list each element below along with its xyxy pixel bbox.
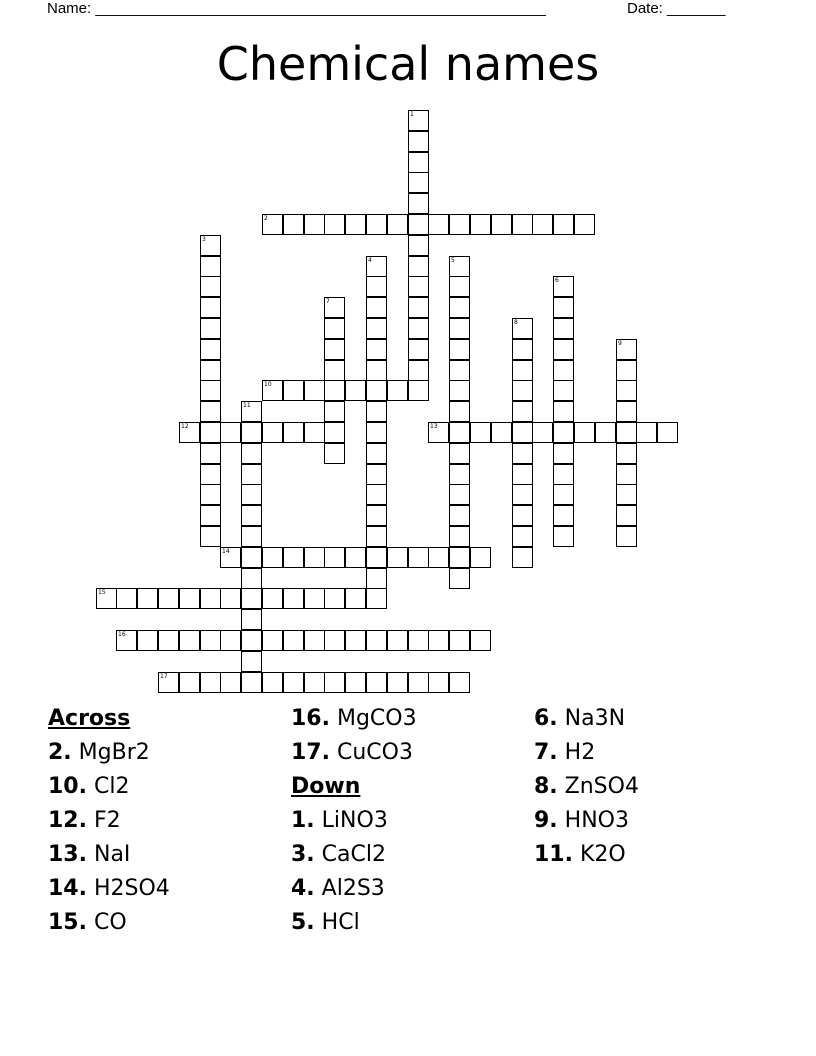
grid-cell[interactable] bbox=[408, 193, 429, 214]
grid-cell[interactable] bbox=[449, 547, 470, 568]
grid-cell[interactable] bbox=[262, 214, 283, 235]
grid-cell[interactable] bbox=[366, 443, 387, 464]
grid-cell[interactable] bbox=[262, 422, 283, 443]
grid-cell[interactable] bbox=[512, 339, 533, 360]
grid-cell[interactable] bbox=[241, 630, 262, 651]
grid-cell[interactable] bbox=[241, 672, 262, 693]
grid-cell[interactable] bbox=[553, 339, 574, 360]
grid-cell[interactable] bbox=[241, 422, 262, 443]
grid-cell[interactable] bbox=[366, 464, 387, 485]
grid-cell[interactable] bbox=[366, 672, 387, 693]
grid-cell[interactable] bbox=[366, 256, 387, 277]
grid-cell[interactable] bbox=[324, 443, 345, 464]
grid-cell[interactable] bbox=[512, 484, 533, 505]
grid-cell[interactable] bbox=[241, 568, 262, 589]
page-title: Chemical names bbox=[216, 37, 600, 91]
grid-cell[interactable] bbox=[324, 672, 345, 693]
grid-cell[interactable] bbox=[324, 360, 345, 381]
grid-cell[interactable] bbox=[512, 547, 533, 568]
cell-number: 14 bbox=[222, 548, 230, 555]
grid-cell[interactable] bbox=[241, 464, 262, 485]
grid-cell[interactable] bbox=[616, 360, 637, 381]
grid-cell[interactable] bbox=[470, 547, 491, 568]
grid-cell[interactable] bbox=[553, 505, 574, 526]
grid-cell[interactable] bbox=[449, 401, 470, 422]
clue-across-16: 16. MgCO3 bbox=[291, 706, 417, 731]
grid-cell[interactable] bbox=[345, 380, 366, 401]
cell-number: 9 bbox=[618, 340, 622, 347]
down-heading: Down bbox=[291, 774, 361, 799]
grid-cell[interactable] bbox=[449, 526, 470, 547]
grid-cell[interactable] bbox=[616, 443, 637, 464]
grid-cell[interactable] bbox=[366, 568, 387, 589]
grid-cell[interactable] bbox=[158, 672, 179, 693]
grid-cell[interactable] bbox=[428, 422, 449, 443]
grid-cell[interactable] bbox=[345, 630, 366, 651]
grid-cell[interactable] bbox=[220, 672, 241, 693]
grid-cell[interactable] bbox=[241, 484, 262, 505]
grid-cell[interactable] bbox=[366, 318, 387, 339]
grid-cell[interactable] bbox=[241, 651, 262, 672]
grid-cell[interactable] bbox=[324, 422, 345, 443]
grid-cell[interactable] bbox=[366, 505, 387, 526]
grid-cell[interactable] bbox=[449, 443, 470, 464]
grid-cell[interactable] bbox=[553, 422, 574, 443]
grid-cell[interactable] bbox=[304, 214, 325, 235]
grid-cell[interactable] bbox=[491, 422, 512, 443]
grid-cell[interactable] bbox=[262, 588, 283, 609]
clue-column-2 bbox=[291, 702, 531, 940]
grid-cell[interactable] bbox=[283, 422, 304, 443]
grid-cell[interactable] bbox=[387, 214, 408, 235]
grid-cell[interactable] bbox=[200, 339, 221, 360]
grid-cell[interactable] bbox=[387, 547, 408, 568]
grid-cell[interactable] bbox=[200, 484, 221, 505]
grid-cell[interactable] bbox=[553, 276, 574, 297]
grid-cell[interactable] bbox=[283, 214, 304, 235]
grid-cell[interactable] bbox=[324, 297, 345, 318]
grid-cell[interactable] bbox=[200, 235, 221, 256]
grid-cell[interactable] bbox=[304, 588, 325, 609]
grid-cell[interactable] bbox=[200, 276, 221, 297]
cell-number: 10 bbox=[264, 381, 272, 388]
cell-number: 4 bbox=[368, 257, 372, 264]
clue-down-4: 4. Al2S3 bbox=[291, 876, 385, 901]
cell-number: 16 bbox=[118, 631, 126, 638]
clue-across-15: 15. CO bbox=[48, 910, 127, 935]
grid-cell[interactable] bbox=[616, 339, 637, 360]
grid-cell[interactable] bbox=[304, 672, 325, 693]
grid-cell[interactable] bbox=[366, 214, 387, 235]
grid-cell[interactable] bbox=[449, 630, 470, 651]
cell-number: 11 bbox=[243, 402, 251, 409]
grid-cell[interactable] bbox=[449, 505, 470, 526]
grid-cell[interactable] bbox=[408, 152, 429, 173]
grid-cell[interactable] bbox=[366, 588, 387, 609]
grid-cell[interactable] bbox=[512, 401, 533, 422]
grid-cell[interactable] bbox=[532, 422, 553, 443]
grid-cell[interactable] bbox=[158, 588, 179, 609]
grid-cell[interactable] bbox=[366, 401, 387, 422]
grid-cell[interactable] bbox=[200, 256, 221, 277]
grid-cell[interactable] bbox=[616, 422, 637, 443]
grid-cell[interactable] bbox=[428, 547, 449, 568]
grid-cell[interactable] bbox=[116, 588, 137, 609]
grid-cell[interactable] bbox=[283, 547, 304, 568]
grid-cell[interactable] bbox=[428, 672, 449, 693]
grid-cell[interactable] bbox=[220, 547, 241, 568]
grid-cell[interactable] bbox=[366, 484, 387, 505]
clue-across-10: 10. Cl2 bbox=[48, 774, 130, 799]
grid-cell[interactable] bbox=[366, 630, 387, 651]
grid-cell[interactable] bbox=[449, 339, 470, 360]
grid-cell[interactable] bbox=[241, 526, 262, 547]
grid-cell[interactable] bbox=[200, 464, 221, 485]
grid-cell[interactable] bbox=[449, 380, 470, 401]
grid-cell[interactable] bbox=[241, 588, 262, 609]
grid-cell[interactable] bbox=[408, 380, 429, 401]
grid-cell[interactable] bbox=[428, 214, 449, 235]
grid-cell[interactable] bbox=[366, 276, 387, 297]
grid-cell[interactable] bbox=[241, 609, 262, 630]
grid-cell[interactable] bbox=[387, 672, 408, 693]
grid-cell[interactable] bbox=[408, 276, 429, 297]
grid-cell[interactable] bbox=[262, 380, 283, 401]
grid-cell[interactable] bbox=[200, 505, 221, 526]
clue-down-9: 9. HNO3 bbox=[534, 808, 629, 833]
grid-cell[interactable] bbox=[449, 318, 470, 339]
grid-cell[interactable] bbox=[324, 214, 345, 235]
grid-cell[interactable] bbox=[449, 297, 470, 318]
grid-cell[interactable] bbox=[512, 318, 533, 339]
grid-cell[interactable] bbox=[449, 256, 470, 277]
grid-cell[interactable] bbox=[179, 630, 200, 651]
grid-cell[interactable] bbox=[324, 588, 345, 609]
grid-cell[interactable] bbox=[408, 339, 429, 360]
grid-cell[interactable] bbox=[220, 588, 241, 609]
grid-cell[interactable] bbox=[616, 505, 637, 526]
grid-cell[interactable] bbox=[366, 422, 387, 443]
grid-cell[interactable] bbox=[324, 318, 345, 339]
cell-number: 13 bbox=[430, 423, 438, 430]
across-heading: Across bbox=[48, 706, 131, 731]
grid-cell[interactable] bbox=[449, 672, 470, 693]
grid-cell[interactable] bbox=[324, 630, 345, 651]
grid-cell[interactable] bbox=[512, 443, 533, 464]
grid-cell[interactable] bbox=[512, 214, 533, 235]
cell-number: 7 bbox=[326, 298, 330, 305]
grid-cell[interactable] bbox=[283, 588, 304, 609]
grid-cell[interactable] bbox=[470, 422, 491, 443]
grid-cell[interactable] bbox=[262, 672, 283, 693]
grid-cell[interactable] bbox=[553, 360, 574, 381]
clue-across-12: 12. F2 bbox=[48, 808, 121, 833]
grid-cell[interactable] bbox=[449, 422, 470, 443]
grid-cell[interactable] bbox=[366, 380, 387, 401]
clue-down-6: 6. Na3N bbox=[534, 706, 626, 731]
grid-cell[interactable] bbox=[574, 214, 595, 235]
clue-down-3: 3. CaCl2 bbox=[291, 842, 386, 867]
grid-cell[interactable] bbox=[574, 422, 595, 443]
grid-cell[interactable] bbox=[304, 547, 325, 568]
grid-cell[interactable] bbox=[616, 526, 637, 547]
grid-cell[interactable] bbox=[387, 380, 408, 401]
grid-cell[interactable] bbox=[553, 214, 574, 235]
grid-cell[interactable] bbox=[366, 339, 387, 360]
date-field[interactable]: Date: _______ bbox=[627, 0, 726, 17]
grid-cell[interactable] bbox=[387, 630, 408, 651]
grid-cell[interactable] bbox=[262, 630, 283, 651]
grid-cell[interactable] bbox=[553, 464, 574, 485]
grid-cell[interactable] bbox=[200, 443, 221, 464]
grid-cell[interactable] bbox=[449, 360, 470, 381]
grid-cell[interactable] bbox=[470, 214, 491, 235]
grid-cell[interactable] bbox=[470, 630, 491, 651]
cell-number: 3 bbox=[202, 236, 206, 243]
clue-across-17: 17. CuCO3 bbox=[291, 740, 413, 765]
grid-cell[interactable] bbox=[283, 672, 304, 693]
clue-column-3 bbox=[534, 702, 774, 872]
cell-number: 6 bbox=[555, 277, 559, 284]
grid-cell[interactable] bbox=[366, 526, 387, 547]
grid-cell[interactable] bbox=[408, 172, 429, 193]
grid-cell[interactable] bbox=[512, 505, 533, 526]
grid-cell[interactable] bbox=[366, 547, 387, 568]
grid-cell[interactable] bbox=[324, 547, 345, 568]
grid-cell[interactable] bbox=[595, 422, 616, 443]
clue-down-5: 5. HCl bbox=[291, 910, 360, 935]
grid-cell[interactable] bbox=[220, 422, 241, 443]
grid-cell[interactable] bbox=[512, 464, 533, 485]
grid-cell[interactable] bbox=[408, 214, 429, 235]
grid-cell[interactable] bbox=[241, 401, 262, 422]
clue-column-1 bbox=[48, 702, 288, 940]
grid-cell[interactable] bbox=[553, 318, 574, 339]
grid-cell[interactable] bbox=[408, 630, 429, 651]
grid-cell[interactable] bbox=[200, 422, 221, 443]
grid-cell[interactable] bbox=[200, 630, 221, 651]
grid-cell[interactable] bbox=[553, 484, 574, 505]
clue-down-7: 7. H2 bbox=[534, 740, 596, 765]
grid-cell[interactable] bbox=[616, 401, 637, 422]
grid-cell[interactable] bbox=[200, 360, 221, 381]
grid-cell[interactable] bbox=[553, 401, 574, 422]
grid-cell[interactable] bbox=[553, 526, 574, 547]
grid-cell[interactable] bbox=[345, 588, 366, 609]
grid-cell[interactable] bbox=[137, 588, 158, 609]
clue-across-13: 13. NaI bbox=[48, 842, 131, 867]
grid-cell[interactable] bbox=[449, 484, 470, 505]
grid-cell[interactable] bbox=[283, 380, 304, 401]
grid-cell[interactable] bbox=[200, 380, 221, 401]
grid-cell[interactable] bbox=[616, 464, 637, 485]
grid-cell[interactable] bbox=[200, 526, 221, 547]
grid-cell[interactable] bbox=[179, 672, 200, 693]
grid-cell[interactable] bbox=[408, 297, 429, 318]
grid-cell[interactable] bbox=[408, 547, 429, 568]
grid-cell[interactable] bbox=[241, 547, 262, 568]
grid-cell[interactable] bbox=[200, 672, 221, 693]
grid-cell[interactable] bbox=[512, 360, 533, 381]
grid-cell[interactable] bbox=[408, 318, 429, 339]
grid-cell[interactable] bbox=[616, 380, 637, 401]
grid-cell[interactable] bbox=[324, 380, 345, 401]
name-field[interactable]: Name: ______________________________________________________ bbox=[47, 0, 546, 17]
grid-cell[interactable] bbox=[408, 360, 429, 381]
grid-cell[interactable] bbox=[241, 505, 262, 526]
cell-number: 12 bbox=[181, 423, 189, 430]
clue-across-14: 14. H2SO4 bbox=[48, 876, 170, 901]
grid-cell[interactable] bbox=[200, 588, 221, 609]
grid-cell[interactable] bbox=[179, 422, 200, 443]
grid-cell[interactable] bbox=[553, 297, 574, 318]
grid-cell[interactable] bbox=[449, 214, 470, 235]
cell-number: 8 bbox=[514, 319, 518, 326]
grid-cell[interactable] bbox=[262, 547, 283, 568]
cell-number: 5 bbox=[451, 257, 455, 264]
grid-cell[interactable] bbox=[408, 110, 429, 131]
grid-cell[interactable] bbox=[304, 422, 325, 443]
grid-cell[interactable] bbox=[428, 630, 449, 651]
grid-cell[interactable] bbox=[137, 630, 158, 651]
grid-cell[interactable] bbox=[283, 630, 304, 651]
grid-cell[interactable] bbox=[553, 380, 574, 401]
clue-across-2: 2. MgBr2 bbox=[48, 740, 150, 765]
grid-cell[interactable] bbox=[304, 380, 325, 401]
grid-cell[interactable] bbox=[408, 235, 429, 256]
grid-cell[interactable] bbox=[366, 360, 387, 381]
grid-cell[interactable] bbox=[324, 401, 345, 422]
grid-cell[interactable] bbox=[512, 422, 533, 443]
grid-cell[interactable] bbox=[200, 318, 221, 339]
grid-cell[interactable] bbox=[449, 568, 470, 589]
grid-cell[interactable] bbox=[345, 672, 366, 693]
grid-cell[interactable] bbox=[304, 630, 325, 651]
cell-number: 1 bbox=[410, 111, 414, 118]
grid-cell[interactable] bbox=[116, 630, 137, 651]
grid-cell[interactable] bbox=[408, 256, 429, 277]
grid-cell[interactable] bbox=[408, 672, 429, 693]
grid-cell[interactable] bbox=[179, 588, 200, 609]
grid-cell[interactable] bbox=[200, 297, 221, 318]
grid-cell[interactable] bbox=[553, 443, 574, 464]
grid-cell[interactable] bbox=[449, 276, 470, 297]
clue-down-1: 1. LiNO3 bbox=[291, 808, 388, 833]
grid-cell[interactable] bbox=[200, 401, 221, 422]
cell-number: 2 bbox=[264, 215, 268, 222]
grid-cell[interactable] bbox=[636, 422, 657, 443]
clue-down-11: 11. K2O bbox=[534, 842, 626, 867]
grid-cell[interactable] bbox=[241, 443, 262, 464]
grid-cell[interactable] bbox=[616, 484, 637, 505]
grid-cell[interactable] bbox=[512, 526, 533, 547]
grid-cell[interactable] bbox=[491, 214, 512, 235]
grid-cell[interactable] bbox=[449, 464, 470, 485]
grid-cell[interactable] bbox=[96, 588, 117, 609]
grid-cell[interactable] bbox=[158, 630, 179, 651]
grid-cell[interactable] bbox=[345, 547, 366, 568]
grid-cell[interactable] bbox=[345, 214, 366, 235]
clue-down-8: 8. ZnSO4 bbox=[534, 774, 639, 799]
grid-cell[interactable] bbox=[366, 297, 387, 318]
grid-cell[interactable] bbox=[408, 131, 429, 152]
grid-cell[interactable] bbox=[532, 214, 553, 235]
grid-cell[interactable] bbox=[512, 380, 533, 401]
cell-number: 15 bbox=[98, 589, 106, 596]
grid-cell[interactable] bbox=[220, 630, 241, 651]
grid-cell[interactable] bbox=[657, 422, 678, 443]
cell-number: 17 bbox=[160, 673, 168, 680]
grid-cell[interactable] bbox=[324, 339, 345, 360]
